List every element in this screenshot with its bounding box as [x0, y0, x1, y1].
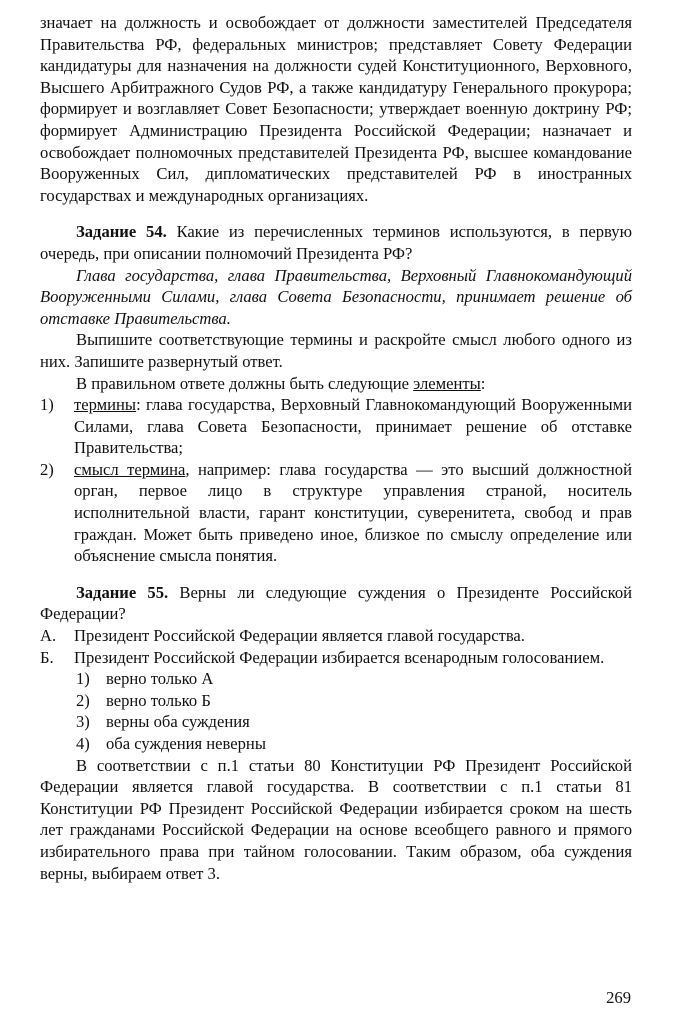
answer-options: [76, 668, 632, 754]
item-number: 1): [40, 395, 54, 415]
task-54-question: [40, 221, 632, 264]
statement-a: [40, 625, 632, 647]
task-54-instruction: Выпишите соответствующие термины и раскройте смысл любого одного из них. Запишите развернутый ответ.: [40, 330, 632, 371]
statement-b: [40, 647, 632, 669]
intro-paragraph: значает на должность и освобождает от должности заместителей Председателя Правительства РФ, федеральных министров; представляет Совету Федерации кандидатуры для назначения на должности судей Конституционного, Верховного, Высшего Арбитражного Судов РФ, а также кандидатуру Генерального прокурора; формирует и возглавляет Совет Безопасности; утверждает военную доктрину РФ; формирует Администрацию Президента Российской Федерации; назначает и освобождает полномочных представителей Президента РФ, высшее командование Вооруженных Сил, дипломатических представителей РФ в иностранных государствах и международных организациях.: [40, 13, 632, 205]
answer-item-1: [40, 394, 632, 459]
page-number: 269: [606, 988, 631, 1007]
statement-text: Президент Российской Федерации является главой государства.: [74, 626, 525, 646]
task-55-question: [40, 582, 632, 625]
statement-text: Президент Российской Федерации избирается всенародным голосованием.: [74, 647, 605, 667]
task-54-terms: Глава государства, глава Правительства, Верховный Главнокомандующий Вооруженными Силами, глава Совета Безопасности, принимает решение об отставке Правительства.: [40, 265, 632, 328]
option-2: 2) верно только Б: [76, 690, 211, 710]
answer-item-2: [40, 459, 632, 567]
task-55-label: Задание 55.: [76, 582, 169, 602]
task-54-label: Задание 54.: [76, 222, 167, 242]
task-55-question-text: Верны ли следующие суждения о Президенте Российской Федерации?: [40, 582, 633, 624]
page-content: [40, 12, 632, 884]
task-54-answer-intro: В правильном ответе должны быть следующие элементы:: [76, 373, 486, 393]
task-55-explanation: В соответствии с п.1 статьи 80 Конституции РФ Президент Российской Федерации является главой государства. В соответствии с п.1 статьи 81 Конституции РФ Президент Российской Федерации избирается сроком на шесть лет гражданами Российской Федерации на основе всеобщего равного и прямого избирательного права при тайном голосовании. Таким образом, оба суждения верны, выбираем ответ 3.: [40, 755, 632, 883]
option-1: 1) верно только А: [76, 669, 214, 689]
item-text: смысл термина, например: глава государства — это высший должностной орган, первое лицо в структуре управления страной, носитель исполнительной власти, гарант конституции, суверенитета, свобод и прав граждан. Может быть приведено иное, близкое по смыслу определение или объяснение смысла понятия.: [74, 459, 632, 566]
option-4: 4) оба суждения неверны: [76, 734, 266, 753]
task-54-question-text: Какие из перечисленных терминов используются, в первую очередь, при описании полномочий Президента РФ?: [40, 222, 632, 263]
statement-letter: А.: [40, 626, 57, 646]
option-3: 3) верны оба суждения: [76, 712, 250, 732]
statement-letter: Б.: [40, 647, 54, 667]
item-number: 2): [40, 459, 54, 479]
item-text: термины: глава государства, Верховный Главнокомандующий Вооруженными Силами, глава Совета Безопасности, принимает решение об отставке Правительства;: [74, 395, 632, 458]
